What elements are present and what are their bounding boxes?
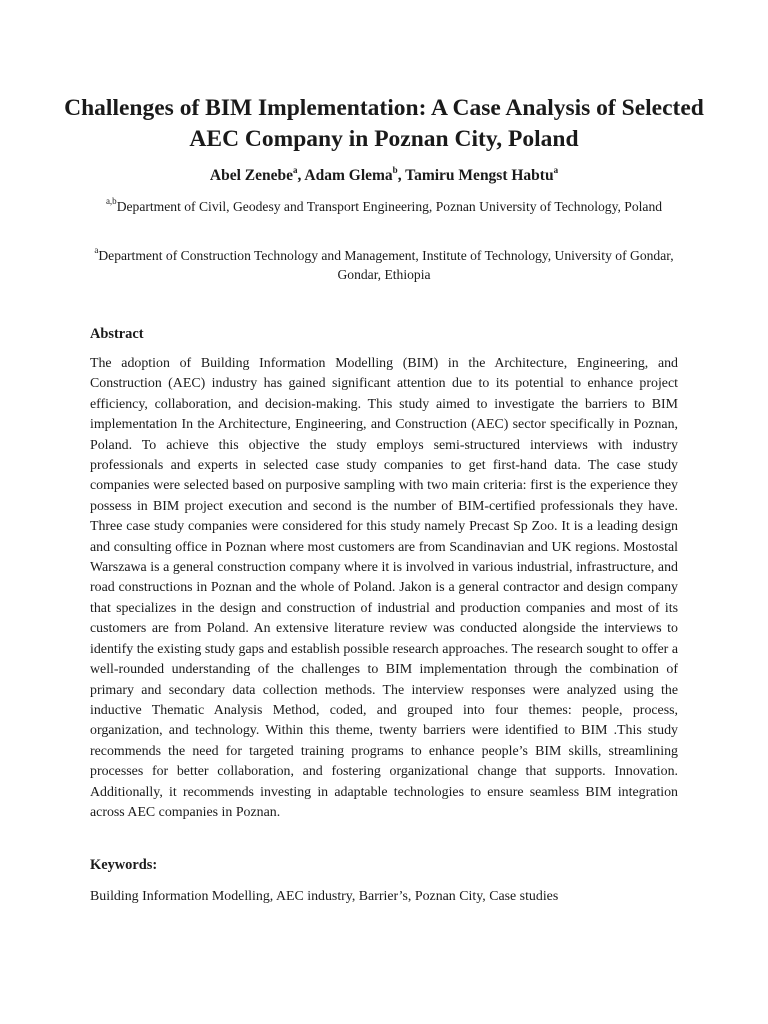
affiliation-text: Department of Construction Technology and Management, Institute of Technology, University of Gondar, Gondar, Ethiopia <box>98 248 674 282</box>
paper-title: Challenges of BIM Implementation: A Case Analysis of Selected AEC Company in Poznan City, Poland <box>64 95 704 152</box>
affiliation <box>80 246 688 284</box>
affiliation-mark: a <box>94 245 99 256</box>
author-affil-mark: a <box>293 164 298 175</box>
keywords-heading: Keywords: <box>90 857 158 873</box>
author-separator: , <box>297 167 305 184</box>
abstract-text: The adoption of Building Information Modelling (BIM) in the Architecture, Engineering, and Construction (AEC) industry has gained significant attention due to its potential to enhance project efficiency, collaboration, and decision-making. This study aimed to investigate the barriers to BIM implementation In the Architecture, Engineering, and Construction (AEC) sector specifically in Poznan, Poland. To achieve this objective the study employs semi-structured interviews with industry professionals and experts in selected case study companies to get first-hand data. The case study companies were selected based on purposive sampling with two main criteria: first is the experience they possess in BIM project execution and second is the number of BIM-certified professionals they have. Three case study companies were considered for this study namely Precast Sp Zoo. It is a leading design and consulting office in Poznan where most customers are from Scandinavian and UK regions. Mostostal Warszawa is a general construction company where it is involved in various industrial, infrastructure, and road constructions in Poznan and the whole of Poland. Jakon is a general contractor and design company that specializes in the design and construction of industrial and production companies and most of its customers are from Poland. An extensive literature review was conducted alongside the interviews to identify the existing study gaps and establish possible research approaches. The research sought to offer a well-rounded understanding of the challenges to BIM implementation through the combination of primary and secondary data collection methods. The interview responses were analyzed using the inductive Thematic Analysis Method, coded, and grouped into four themes: people, process, organization, and technology. Within this theme, twenty barriers were identified to BIM .This study recommends the need for targeted training programs to enhance people’s BIM skills, streamlining processes for better collaboration, and fostering organizational change that supports. Innovation. Additionally, it recommends investing in adaptable technologies to ensure seamless BIM integration across AEC companies in Poznan. <box>90 356 678 820</box>
author-list <box>60 166 708 186</box>
abstract-heading: Abstract <box>90 326 144 342</box>
author-name: Adam Glema <box>304 167 393 184</box>
author-separator: , <box>397 167 406 184</box>
author-affil-mark: a <box>553 164 559 175</box>
affiliation-mark: a,b <box>105 196 117 207</box>
author-affil-mark: b <box>392 164 398 175</box>
keywords-text: Building Information Modelling, AEC industry, Barrier’s, Poznan City, Case studies <box>90 889 559 904</box>
author-name: Abel Zenebe <box>209 167 293 184</box>
affiliation-text: Department of Civil, Geodesy and Transport Engineering, Poznan University of Technology, Poland <box>116 199 663 214</box>
affiliation <box>80 197 688 216</box>
author-name: Tamiru Mengst Habtu <box>405 167 554 184</box>
